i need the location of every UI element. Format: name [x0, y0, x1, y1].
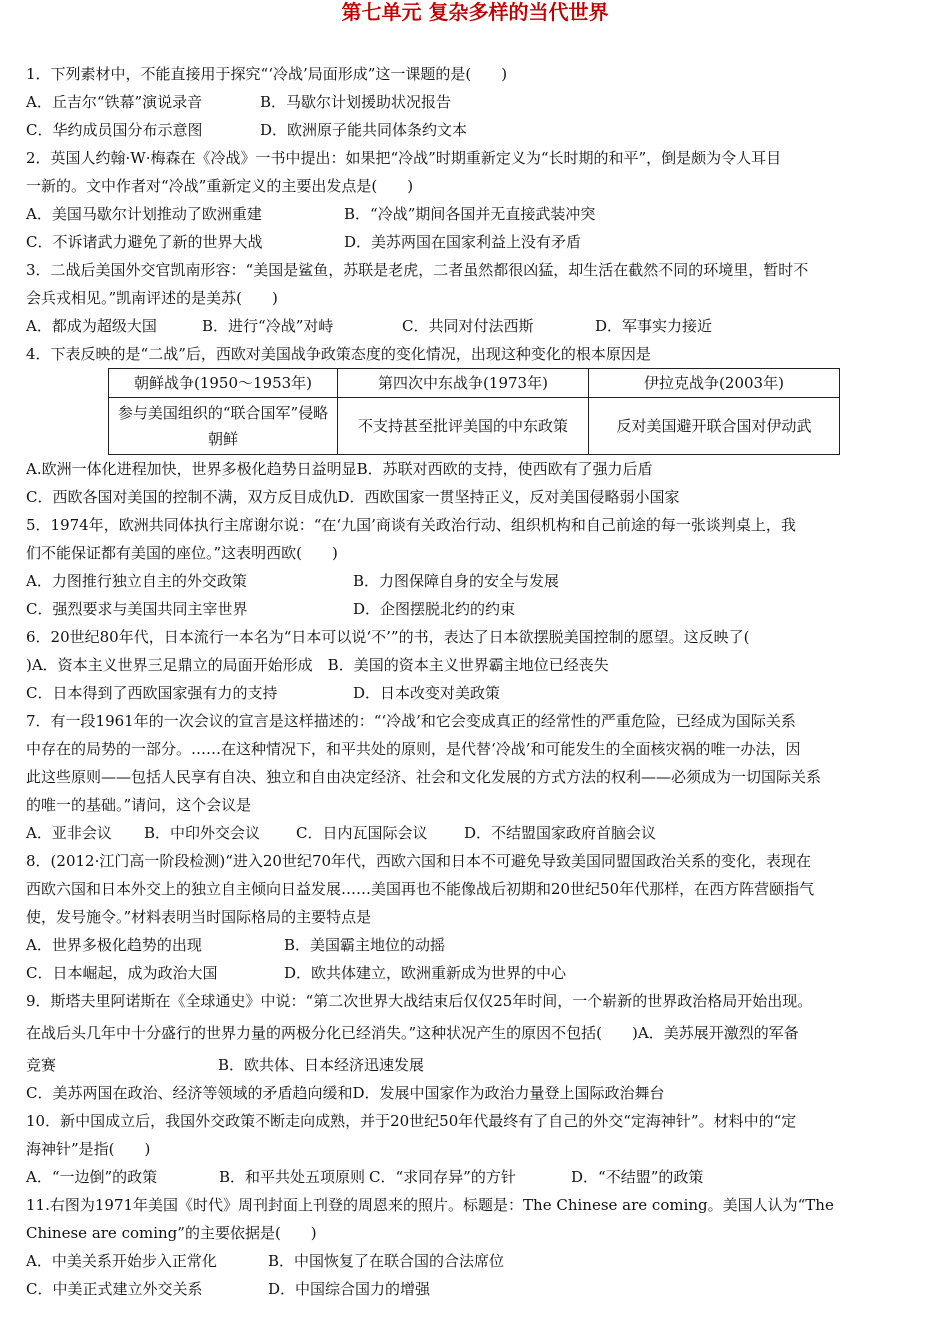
table-header: 朝鲜战争(1950～1953年) — [109, 369, 338, 398]
question-4: 4．下表反映的是“二战”后，西欧对美国战争政策态度的变化情况，出现这种变化的根本原因是 — [26, 345, 651, 363]
option: D．军事实力接近 — [595, 317, 713, 335]
option: B．“冷战”期间各国并无直接武装冲突 — [344, 205, 596, 223]
option: A．“一边倒”的政策 — [26, 1168, 158, 1186]
option: B．欧共体、日本经济迅速发展 — [218, 1056, 425, 1074]
option: A．力图推行独立自主的外交政策 — [26, 572, 247, 590]
question-7-cont: 的唯一的基础。”请问，这个会议是 — [26, 796, 252, 814]
question-3-cont: 会兵戎相见。”凯南评述的是美苏( ) — [26, 289, 278, 307]
option: B．马歇尔计划援助状况报告 — [260, 93, 452, 111]
question-11-cont: Chinese are coming”的主要依据是( ) — [26, 1224, 317, 1242]
option: B．中国恢复了在联合国的合法席位 — [268, 1252, 505, 1270]
table-cell: 参与美国组织的“联合国军”侵略朝鲜 — [109, 398, 338, 455]
question-7-cont: 此这些原则——包括人民享有自决、独立和自由决定经济、社会和文化发展的方式方法的权利——必须成为一切国际关系 — [26, 768, 822, 786]
option: A．美国马歇尔计划推动了欧洲重建 — [26, 205, 262, 223]
option: C．共同对付法西斯 — [402, 317, 534, 335]
question-11: 11.右图为1971年美国《时代》周刊封面上刊登的周恩来的照片。标题是：The Chinese are coming。美国人认为“The — [26, 1196, 834, 1214]
page-title: 第七单元 复杂多样的当代世界 — [341, 0, 609, 24]
question-8: 8．(2012·江门高一阶段检测)“进入20世纪70年代，西欧六国和日本不可避免导致美国同盟国政治关系的变化，表现在 — [26, 852, 812, 870]
question-2-cont: 一新的。文中作者对“冷战”重新定义的主要出发点是( ) — [26, 177, 414, 195]
option: B．和平共处五项原则 — [219, 1168, 366, 1186]
question-8-cont: 西欧六国和日本外交上的独立自主倾向日益发展……美国再也不能像战后初期和20世纪50年代那样，在西方阵营颐指气 — [26, 880, 815, 898]
option: A．世界多极化趋势的出现 — [26, 936, 202, 954]
worksheet — [26, 34, 926, 1303]
option: C．美苏两国在政治、经济等领域的矛盾趋向缓和D．发展中国家作为政治力量登上国际政治舞台 — [26, 1084, 665, 1102]
option: 竞赛 — [26, 1056, 57, 1074]
option: D．不结盟国家政府首脑会议 — [464, 824, 657, 842]
table-cell: 反对美国避开联合国对伊动武 — [589, 398, 840, 455]
question-6: 6．20世纪80年代，日本流行一本名为“日本可以说‘不’”的书，表达了日本欲摆脱美国控制的愿望。这反映了( — [26, 628, 750, 646]
question-5: 5．1974年，欧洲共同体执行主席谢尔说：“在‘九国’商谈有关政治行动、组织机构和自己前途的每一张谈判桌上，我 — [26, 516, 796, 534]
option: B．美国霸主地位的动摇 — [284, 936, 446, 954]
option: C．华约成员国分布示意图 — [26, 121, 203, 139]
option: C．不诉诸武力避免了新的世界大战 — [26, 233, 263, 251]
option: B．力图保障自身的安全与发展 — [353, 572, 560, 590]
option: A.欧洲一体化进程加快，世界多极化趋势日益明显B．苏联对西欧的支持，使西欧有了强力后盾 — [26, 460, 653, 478]
question-6-cont: )A．资本主义世界三足鼎立的局面开始形成 B．美国的资本主义世界霸主地位已经丧失 — [26, 656, 609, 674]
option: D．日本改变对美政策 — [353, 684, 501, 702]
option: A．丘吉尔“铁幕”演说录音 — [26, 93, 203, 111]
option: A．中美关系开始步入正常化 — [26, 1252, 217, 1270]
option: D．欧洲原子能共同体条约文本 — [260, 121, 468, 139]
option: C．日本崛起，成为政治大国 — [26, 964, 218, 982]
question-10: 10．新中国成立后，我国外交政策不断走向成熟，并于20世纪50年代最终有了自己的外交“定海神针”。材料中的“定 — [26, 1112, 797, 1130]
option: C．中美正式建立外交关系 — [26, 1280, 203, 1298]
option: C．西欧各国对美国的控制不满，双方反目成仇D．西欧国家一贯坚持正义，反对美国侵略弱小国家 — [26, 488, 680, 506]
option: B．进行“冷战”对峙 — [202, 317, 334, 335]
question-9: 9．斯塔夫里阿诺斯在《全球通史》中说：“第二次世界大战结束后仅仅25年时间，一个崭新的世界政治格局开始出现。 — [26, 992, 813, 1010]
option: C．强烈要求与美国共同主宰世界 — [26, 600, 248, 618]
question-1: 1．下列素材中，不能直接用于探究“‘冷战’局面形成”这一课题的是( ) — [26, 65, 508, 83]
question-5-cont: 们不能保证都有美国的座位。”这表明西欧( ) — [26, 544, 338, 562]
table-header: 伊拉克战争(2003年) — [589, 369, 840, 398]
question-2: 2．英国人约翰·W·梅森在《冷战》一书中提出：如果把“冷战”时期重新定义为“长时期的和平”，倒是颇为令人耳目 — [26, 149, 782, 167]
option: A．亚非会议 — [26, 824, 112, 842]
option: D．“不结盟”的政策 — [571, 1168, 704, 1186]
question-3: 3．二战后美国外交官凯南形容：“美国是鲨鱼，苏联是老虎，二者虽然都很凶猛，却生活在截然不同的环境里，暂时不 — [26, 261, 809, 279]
question-7-cont: 中存在的局势的一部分。……在这种情况下，和平共处的原则，是代替‘冷战’和可能发生的全面核灾祸的唯一办法，因 — [26, 740, 801, 758]
question-7: 7．有一段1961年的一次会议的宣言是这样描述的：“‘冷战’和它会变成真正的经常性的严重危险，已经成为国际关系 — [26, 712, 796, 730]
option: B．中印外交会议 — [144, 824, 261, 842]
option: D．中国综合国力的增强 — [268, 1280, 431, 1298]
option: D．企图摆脱北约的约束 — [353, 600, 516, 618]
option: C．日本得到了西欧国家强有力的支持 — [26, 684, 278, 702]
option: C．日内瓦国际会议 — [296, 824, 428, 842]
option: C．“求同存异”的方针 — [369, 1168, 516, 1186]
question-8-cont: 使，发号施令。”材料表明当时国际格局的主要特点是 — [26, 908, 372, 926]
option: A．都成为超级大国 — [26, 317, 157, 335]
policy-table — [108, 368, 840, 455]
table-header: 第四次中东战争(1973年) — [338, 369, 589, 398]
option: D．欧共体建立，欧洲重新成为世界的中心 — [284, 964, 567, 982]
option: D．美苏两国在国家利益上没有矛盾 — [344, 233, 582, 251]
question-10-cont: 海神针”是指( ) — [26, 1140, 151, 1158]
question-9-cont: 在战后头几年中十分盛行的世界力量的两极分化已经消失。”这种状况产生的原因不包括( )A．美苏展开激烈的军备 — [26, 1024, 799, 1042]
table-cell: 不支持甚至批评美国的中东政策 — [338, 398, 589, 455]
